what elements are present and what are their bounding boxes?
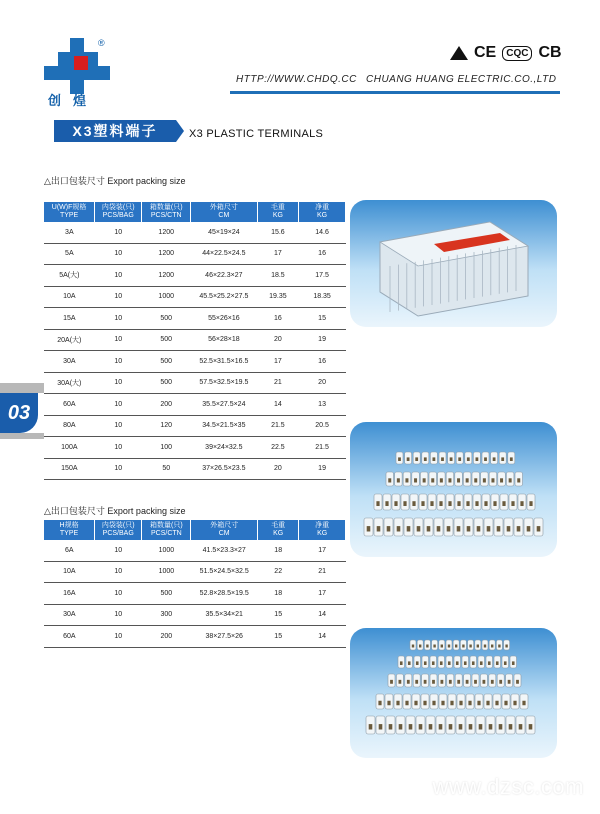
- table-cell: 1000: [142, 540, 191, 561]
- page-number: 03: [0, 393, 38, 433]
- table-cell: 10: [95, 458, 142, 480]
- table-cell: 52.5×31.5×16.5: [191, 351, 257, 373]
- table-cell: 10: [95, 286, 142, 308]
- brand-name: 创煌: [48, 93, 99, 108]
- table-cell: 15: [258, 604, 299, 626]
- table-cell: 20: [299, 372, 346, 394]
- column-header: H规格 TYPE: [44, 520, 95, 540]
- table-cell: 14: [257, 394, 299, 416]
- table-cell: 500: [142, 351, 191, 373]
- cb-mark: CB: [538, 44, 562, 61]
- column-header: 内袋装(只) PCS/BAG: [95, 202, 142, 222]
- table-cell: 10: [95, 222, 142, 243]
- table-cell: 14.6: [299, 222, 346, 243]
- table-row: [44, 329, 346, 351]
- table-row: [44, 394, 346, 416]
- table-cell: 5A: [44, 243, 95, 265]
- table-cell: 46×22.3×27: [191, 265, 257, 287]
- table-cell: 15: [258, 626, 299, 648]
- table-cell: 10: [95, 308, 142, 330]
- product-photo-boxed-strip: [350, 200, 557, 327]
- table-cell: 1000: [142, 561, 191, 583]
- table-cell: 18.35: [299, 286, 346, 308]
- table-cell: 3A: [44, 222, 95, 243]
- company-name: CHUANG HUANG ELECTRIC.CO.,LTD: [366, 74, 557, 85]
- table-cell: 10: [95, 372, 142, 394]
- section1-label: △出口包装尺寸 Export packing size: [44, 176, 186, 186]
- table-cell: 10: [95, 561, 142, 583]
- table-cell: 45.5×25.2×27.5: [191, 286, 257, 308]
- table-row: [44, 351, 346, 373]
- table-row: [44, 222, 346, 243]
- table-row: [44, 458, 346, 480]
- table-cell: 39×24×32.5: [191, 437, 257, 459]
- table-cell: 120: [142, 415, 191, 437]
- table-cell: 19: [299, 458, 346, 480]
- terminal-rows-image: [350, 628, 557, 758]
- table-cell: 51.5×24.5×32.5: [191, 561, 258, 583]
- cqc-mark: CQC: [502, 46, 532, 61]
- table-row: [44, 308, 346, 330]
- column-header: 内袋装(只) PCS/BAG: [95, 520, 142, 540]
- table-cell: 57.5×32.5×19.5: [191, 372, 257, 394]
- table-cell: 15: [299, 308, 346, 330]
- table-row: [44, 583, 346, 605]
- table-row: [44, 265, 346, 287]
- ce-mark: CE: [474, 44, 497, 61]
- column-header: 毛重 KG: [257, 202, 299, 222]
- page-tab: [0, 383, 44, 443]
- title-bar-arrow: [176, 120, 184, 142]
- table-cell: 17: [257, 351, 299, 373]
- table-row: [44, 286, 346, 308]
- table-cell: 80A: [44, 415, 95, 437]
- table-cell: 10: [95, 351, 142, 373]
- table-cell: 13: [299, 394, 346, 416]
- table-cell: 16: [299, 243, 346, 265]
- table-cell: 10: [95, 329, 142, 351]
- table-cell: 15.6: [257, 222, 299, 243]
- ccc-triangle-icon: [450, 46, 468, 60]
- table-cell: 16: [257, 308, 299, 330]
- table-cell: 14: [299, 604, 346, 626]
- table-cell: 500: [142, 308, 191, 330]
- column-header: 外箱尺寸 CM: [191, 520, 258, 540]
- table-cell: 10: [95, 626, 142, 648]
- table-cell: 10A: [44, 561, 95, 583]
- table-cell: 22.5: [257, 437, 299, 459]
- table-cell: 6A: [44, 540, 95, 561]
- table-cell: 10: [95, 437, 142, 459]
- table-cell: 45×19×24: [191, 222, 257, 243]
- table-cell: 16: [299, 351, 346, 373]
- table-cell: 300: [142, 604, 191, 626]
- table-cell: 20.5: [299, 415, 346, 437]
- table-cell: 10: [95, 540, 142, 561]
- table-cell: 150A: [44, 458, 95, 480]
- registered-mark: ®: [98, 38, 105, 48]
- table-cell: 44×22.5×24.5: [191, 243, 257, 265]
- watermark: www.dzsc.com: [432, 774, 584, 799]
- tab-stripe-top: [0, 383, 44, 393]
- table-cell: 5A(大): [44, 265, 95, 287]
- table-cell: 17: [299, 540, 346, 561]
- table-cell: 35.5×27.5×24: [191, 394, 257, 416]
- table-cell: 200: [142, 626, 191, 648]
- table-cell: 1200: [142, 265, 191, 287]
- table-cell: 21: [257, 372, 299, 394]
- column-header: 箱数量(只) PCS/CTN: [142, 520, 191, 540]
- product-photo-terminal-rows: [350, 628, 557, 758]
- table-cell: 16A: [44, 583, 95, 605]
- column-header: U(W)F规格 TYPE: [44, 202, 95, 222]
- table-cell: 35.5×34×21: [191, 604, 258, 626]
- table-cell: 15A: [44, 308, 95, 330]
- table-row: [44, 243, 346, 265]
- table-row: [44, 372, 346, 394]
- packing-table-uwf: [44, 202, 346, 480]
- table-cell: 1200: [142, 243, 191, 265]
- column-header: 外箱尺寸 CM: [191, 202, 257, 222]
- table-cell: 37×26.5×23.5: [191, 458, 257, 480]
- table-cell: 10: [95, 394, 142, 416]
- table-cell: 38×27.5×26: [191, 626, 258, 648]
- table-cell: 41.5×23.3×27: [191, 540, 258, 561]
- table-cell: 60A: [44, 394, 95, 416]
- table-row: [44, 561, 346, 583]
- table-cell: 20: [257, 458, 299, 480]
- tab-stripe-bottom: [0, 433, 44, 439]
- table-cell: 18: [258, 583, 299, 605]
- column-header: 箱数量(只) PCS/CTN: [142, 202, 191, 222]
- table-cell: 1000: [142, 286, 191, 308]
- table-row: [44, 540, 346, 561]
- table-cell: 18: [258, 540, 299, 561]
- column-header: 净重 KG: [299, 520, 346, 540]
- column-header: 毛重 KG: [258, 520, 299, 540]
- product-title-en: X3 PLASTIC TERMINALS: [189, 128, 324, 140]
- table-cell: 20A(大): [44, 329, 95, 351]
- table-cell: 1200: [142, 222, 191, 243]
- product-photo-h-terminals: [350, 422, 557, 557]
- table-cell: 10: [95, 583, 142, 605]
- section2-label: △出口包装尺寸 Export packing size: [44, 506, 186, 516]
- table-cell: 30A: [44, 351, 95, 373]
- table-cell: 17: [257, 243, 299, 265]
- table-cell: 19.35: [257, 286, 299, 308]
- table-cell: 50: [142, 458, 191, 480]
- terminal-strip-box-image: [350, 200, 557, 327]
- table-cell: 21: [299, 561, 346, 583]
- table-cell: 500: [142, 372, 191, 394]
- table-cell: 19: [299, 329, 346, 351]
- table-cell: 30A: [44, 604, 95, 626]
- table-cell: 10: [95, 243, 142, 265]
- table-cell: 100: [142, 437, 191, 459]
- table-cell: 10: [95, 265, 142, 287]
- table-cell: 60A: [44, 626, 95, 648]
- table-cell: 56×28×18: [191, 329, 257, 351]
- table-row: [44, 604, 346, 626]
- table-cell: 55×26×16: [191, 308, 257, 330]
- table-cell: 17: [299, 583, 346, 605]
- packing-table-h: [44, 520, 346, 648]
- table-row: [44, 626, 346, 648]
- table-cell: 52.8×28.5×19.5: [191, 583, 258, 605]
- table-cell: 17.5: [299, 265, 346, 287]
- certification-marks: [450, 44, 562, 62]
- table-cell: 30A(大): [44, 372, 95, 394]
- table-cell: 21.5: [257, 415, 299, 437]
- table-cell: 14: [299, 626, 346, 648]
- table-cell: 200: [142, 394, 191, 416]
- table-cell: 20: [257, 329, 299, 351]
- table-row: [44, 437, 346, 459]
- table-cell: 18.5: [257, 265, 299, 287]
- table-cell: 500: [142, 583, 191, 605]
- website-url: HTTP://WWW.CHDQ.CC: [236, 74, 357, 85]
- table-cell: 34.5×21.5×35: [191, 415, 257, 437]
- logo-mark: [40, 36, 120, 96]
- table-cell: 10A: [44, 286, 95, 308]
- table-row: [44, 415, 346, 437]
- table-cell: 10: [95, 604, 142, 626]
- table-cell: 100A: [44, 437, 95, 459]
- table-cell: 500: [142, 329, 191, 351]
- table-cell: 21.5: [299, 437, 346, 459]
- header-divider: [230, 91, 560, 94]
- table-cell: 10: [95, 415, 142, 437]
- column-header: 净重 KG: [299, 202, 346, 222]
- h-terminal-strips-image: [350, 422, 557, 557]
- product-title-zh: X3塑料端子: [54, 120, 176, 142]
- table-cell: 22: [258, 561, 299, 583]
